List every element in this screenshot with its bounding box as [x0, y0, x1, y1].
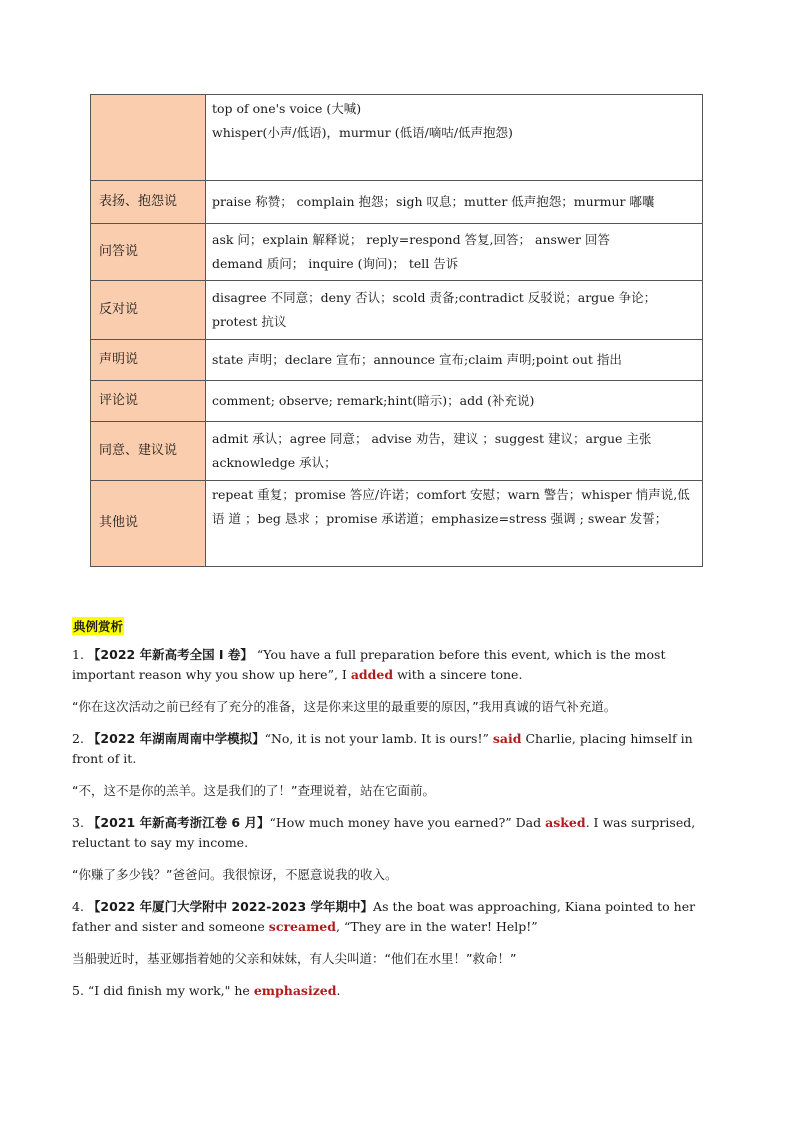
speech-verb: screamed — [268, 919, 337, 934]
words-cell — [206, 224, 703, 281]
example-source: 【2021 年新高考浙江卷 6 月】 — [87, 815, 270, 830]
sentence-text: As the boat was approaching, Kiana pointed to her father and sister and someone — [72, 899, 696, 934]
sentence-text: . — [336, 983, 341, 998]
category-cell: 反对说 — [91, 281, 206, 340]
example-sentence — [72, 813, 722, 853]
words-line: state 声明；declare 宣布；announce 宣布;claim 声明;point out 指出 — [212, 352, 622, 368]
words-line: comment; observe; remark;hint(暗示)；add (补充说) — [212, 393, 535, 409]
example-number: 4. — [72, 899, 84, 914]
sentence-text: “I did finish my work," he — [87, 983, 254, 998]
words-line: praise 称赞； complain 抱怨；sigh 叹息；mutter 低声抱怨；murmur 嘟囔 — [212, 194, 655, 210]
example-translation: 当船驶近时，基亚娜指着她的父亲和妹妹，有人尖叫道：“他们在水里！”救命！” — [72, 951, 517, 966]
example-source: 【2022 年新高考全国 I 卷】 — [87, 647, 253, 662]
example-translation: “不，这不是你的羔羊。这是我们的了！”查理说着，站在它面前。 — [72, 783, 435, 798]
sentence-text: Charlie, placing himself in front of it. — [72, 731, 693, 766]
table-row — [91, 95, 703, 181]
example-sentence — [72, 729, 722, 769]
words-line: admit 承认；agree 同意； advise 劝告，建议 ；suggest 建议；argue 主张 — [212, 431, 652, 447]
sentence-text: “No, it is not your lamb. It is ours!” — [264, 731, 493, 746]
words-line: ask 问；explain 解释说； reply=respond 答复,回答； answer 回答 — [212, 232, 610, 248]
category-cell: 问答说 — [91, 224, 206, 281]
words-line: whisper(小声/低语)，murmur (低语/嘀咕/低声抱怨) — [212, 124, 513, 140]
sentence-text: “How much money have you earned?” Dad — [269, 815, 546, 830]
words-cell — [206, 381, 703, 422]
words-cell — [206, 95, 703, 181]
table-row — [91, 224, 703, 281]
example-sentence — [72, 981, 722, 1001]
words-cell — [206, 340, 703, 381]
example-number: 1. — [72, 647, 84, 662]
example-number: 2. — [72, 731, 84, 746]
speech-verb: asked — [545, 815, 586, 830]
words-cell — [206, 281, 703, 340]
speech-verb: said — [492, 731, 522, 746]
words-cell — [206, 481, 703, 567]
sentence-text: . I was surprised, reluctant to say my income. — [72, 815, 696, 850]
category-cell: 声明说 — [91, 340, 206, 381]
example-number: 3. — [72, 815, 84, 830]
table-row — [91, 340, 703, 381]
category-cell: 其他说 — [91, 481, 206, 567]
examples-list — [72, 645, 722, 1013]
words-line: acknowledge 承认； — [212, 455, 337, 470]
category-cell — [91, 95, 206, 181]
category-cell: 评论说 — [91, 381, 206, 422]
category-cell: 同意、建议说 — [91, 422, 206, 481]
table-row — [91, 422, 703, 481]
words-line: demand 质问； inquire (询问)； tell 告诉 — [212, 256, 459, 271]
words-line: top of one's voice (大喊) — [212, 101, 362, 116]
speech-verb: added — [350, 667, 394, 682]
example-sentence — [72, 645, 722, 685]
sentence-text: , “They are in the water! Help!” — [336, 919, 538, 934]
table-row — [91, 181, 703, 224]
words-cell — [206, 181, 703, 224]
examples-heading: 典例赏析 — [73, 619, 124, 634]
example-translation: “你在这次活动之前已经有了充分的准备，这是你来这里的最重要的原因，”我用真诚的语气补充道。 — [72, 699, 617, 714]
example-sentence — [72, 897, 722, 937]
sentence-text: with a sincere tone. — [393, 667, 523, 682]
words-line: repeat 重复；promise 答应/许诺；comfort 安慰；warn 警告；whisper 悄声说,低语 道 ；beg 恳求 ；promise 承诺道；emphasize=stress 强调 ; swear 发誓； — [212, 487, 690, 526]
table-row — [91, 481, 703, 567]
example-translation: “你赚了多少钱？”爸爸问。我很惊讶，不愿意说我的收入。 — [72, 867, 398, 882]
example-number: 5. — [72, 983, 84, 998]
words-line: disagree 不同意；deny 否认；scold 责备;contradict 反驳说；argue 争论；protest 抗议 — [212, 290, 657, 329]
sentence-text: “You have a full preparation before this event, which is the most important reason why you show up here”, I — [72, 647, 666, 682]
example-source: 【2022 年湖南周南中学模拟】 — [87, 731, 265, 746]
speech-verb: emphasized — [253, 983, 337, 998]
category-cell: 表扬、抱怨说 — [91, 181, 206, 224]
example-source: 【2022 年厦门大学附中 2022-2023 学年期中】 — [87, 899, 374, 914]
vocabulary-table — [90, 94, 703, 567]
table-row — [91, 281, 703, 340]
table-row — [91, 381, 703, 422]
words-cell — [206, 422, 703, 481]
